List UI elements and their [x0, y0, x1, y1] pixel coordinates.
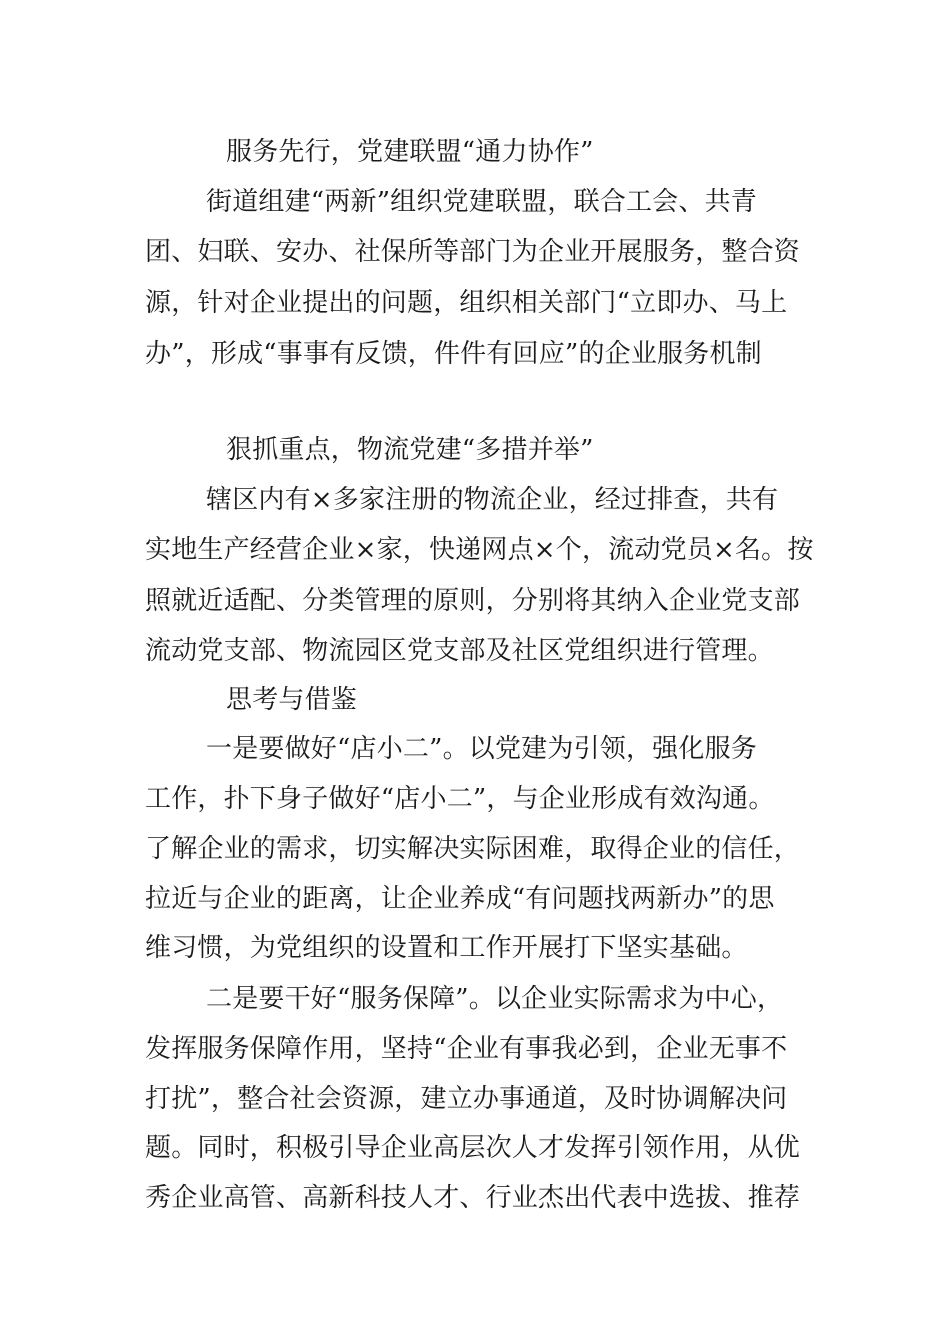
paragraph-line: 源，针对企业提出的问题，组织相关部门“立即办、马上 — [145, 288, 788, 318]
section-heading: 服务先行，党建联盟“通力协作” — [226, 137, 594, 167]
paragraph-line: 照就近适配、分类管理的原则，分别将其纳入企业党支部 — [145, 586, 801, 616]
section-heading: 狠抓重点，物流党建“多措并举” — [226, 435, 594, 465]
section-heading: 思考与借鉴 — [226, 685, 358, 715]
paragraph-line: 发挥服务保障作用，坚持“企业有事我必到，企业无事不 — [145, 1034, 788, 1064]
paragraph-line: 辖区内有×多家注册的物流企业，经过排查，共有 — [206, 485, 779, 515]
paragraph-line: 打扰”，整合社会资源，建立办事通道，及时协调解决问 — [145, 1084, 788, 1114]
paragraph-line: 街道组建“两新”组织党建联盟，联合工会、共青 — [206, 187, 757, 217]
paragraph-line: 办”，形成“事事有反馈，件件有回应”的企业服务机制 — [145, 339, 762, 369]
paragraph-line: 一是要做好“店小二”。以党建为引领，强化服务 — [206, 734, 757, 764]
paragraph-line: 秀企业高管、高新科技人才、行业杰出代表中选拔、推荐 — [145, 1183, 801, 1213]
paragraph-line: 实地生产经营企业×家，快递网点×个，流动党员×名。按 — [145, 535, 814, 565]
paragraph-line: 维习惯，为党组织的设置和工作开展打下坚实基础。 — [145, 933, 748, 963]
paragraph-line: 二是要干好“服务保障”。以企业实际需求为中心， — [206, 984, 784, 1014]
paragraph-line: 拉近与企业的距离，让企业养成“有问题找两新办”的思 — [145, 884, 775, 914]
paragraph-line: 了解企业的需求，切实解决实际困难，取得企业的信任， — [145, 834, 801, 864]
paragraph-line: 流动党支部、物流园区党支部及社区党组织进行管理。 — [145, 636, 774, 666]
paragraph-line: 工作，扑下身子做好“店小二”，与企业形成有效沟通。 — [145, 784, 775, 814]
paragraph-line: 题。同时，积极引导企业高层次人才发挥引领作用，从优 — [145, 1133, 801, 1163]
paragraph-line: 团、妇联、安办、社保所等部门为企业开展服务，整合资 — [145, 237, 801, 267]
